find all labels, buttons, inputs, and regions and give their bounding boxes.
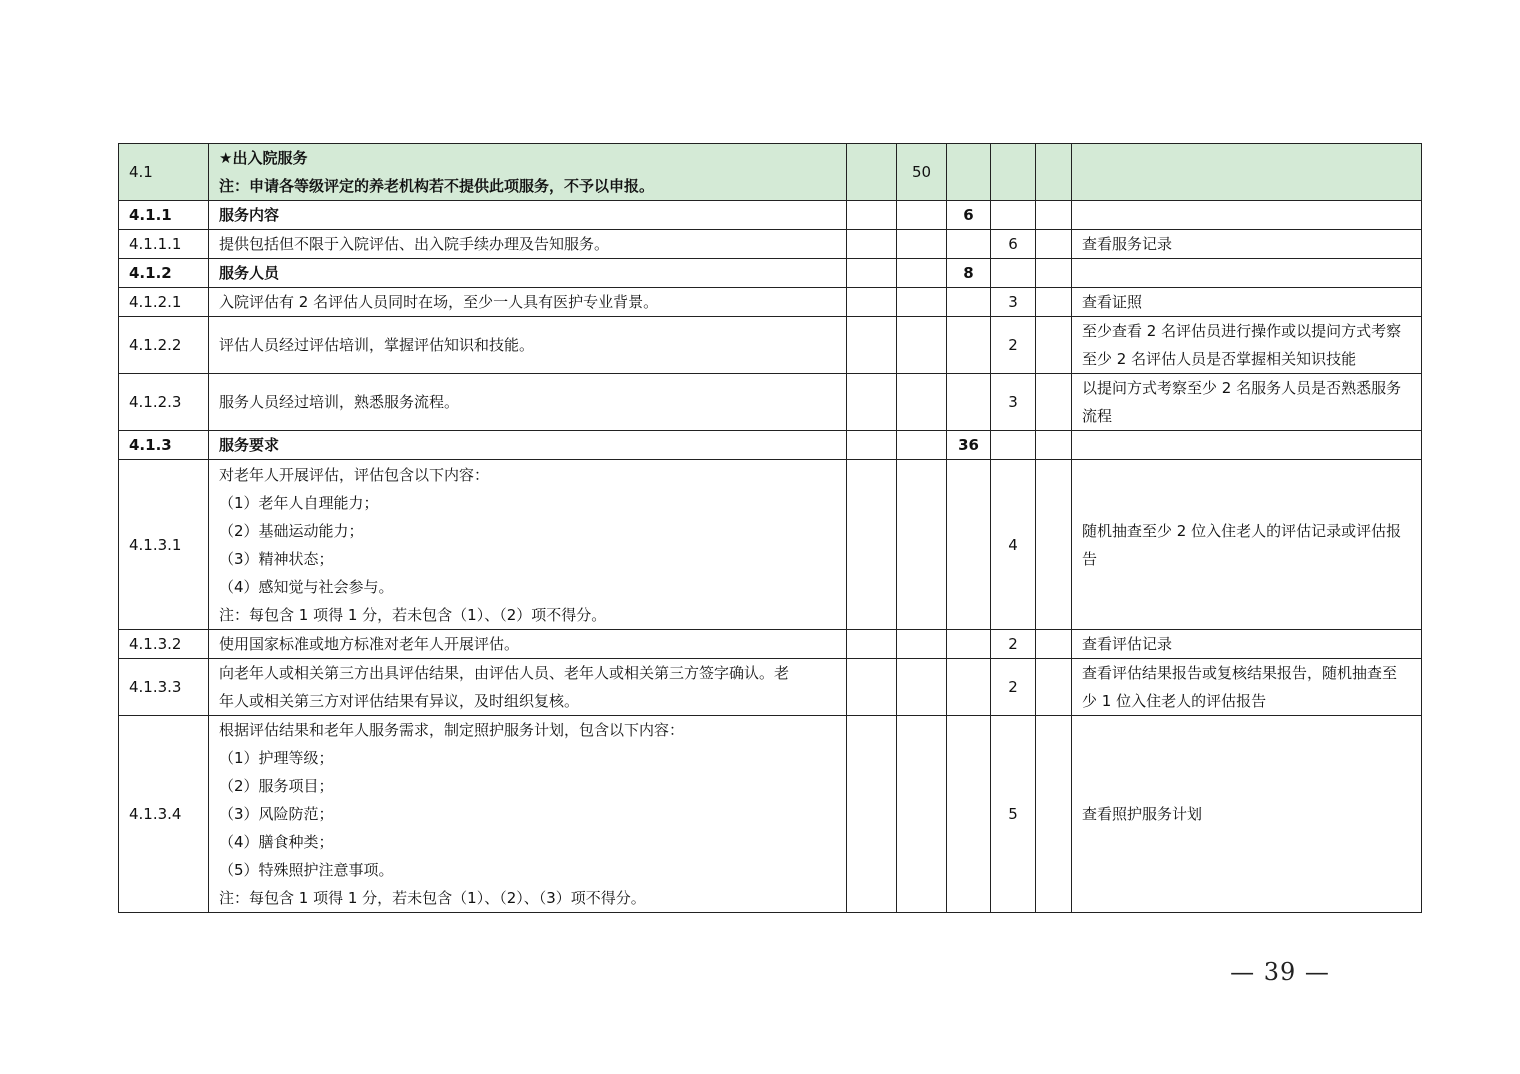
score-item-cell: 4 bbox=[991, 460, 1036, 630]
score-section-cell: 8 bbox=[947, 259, 991, 288]
item-code: 4.1.3.2 bbox=[119, 630, 209, 659]
score-section-cell bbox=[947, 460, 991, 630]
content-line: （2）服务项目； bbox=[219, 777, 334, 795]
item-content bbox=[209, 144, 847, 201]
method-cell: 至少查看 2 名评估员进行操作或以提问方式考察至少 2 名评估人员是否掌握相关知识技能 bbox=[1072, 317, 1422, 374]
content-line: （1）护理等级； bbox=[219, 749, 334, 767]
empty-cell bbox=[847, 659, 897, 716]
content-line: 服务人员 bbox=[219, 264, 280, 282]
method-cell: 查看评估记录 bbox=[1072, 630, 1422, 659]
item-content bbox=[209, 288, 847, 317]
table-row bbox=[119, 374, 1422, 431]
item-content bbox=[209, 201, 847, 230]
item-code: 4.1.1 bbox=[119, 201, 209, 230]
table-row bbox=[119, 317, 1422, 374]
empty-cell bbox=[1036, 317, 1072, 374]
item-code: 4.1.3.4 bbox=[119, 716, 209, 913]
content-line: 评估人员经过评估培训，掌握评估知识和技能。 bbox=[219, 336, 535, 354]
content-line: （3）精神状态； bbox=[219, 549, 334, 568]
score-section-cell bbox=[947, 630, 991, 659]
score-section-cell bbox=[947, 144, 991, 201]
score-item-cell: 2 bbox=[991, 630, 1036, 659]
score-section-cell bbox=[947, 659, 991, 716]
score-total-cell bbox=[897, 431, 947, 460]
score-total-cell bbox=[897, 460, 947, 630]
empty-cell bbox=[847, 259, 897, 288]
item-content bbox=[209, 374, 847, 431]
item-content bbox=[209, 259, 847, 288]
empty-cell bbox=[847, 288, 897, 317]
score-item-cell: 3 bbox=[991, 374, 1036, 431]
table-row bbox=[119, 431, 1422, 460]
evaluation-table bbox=[118, 143, 1422, 913]
method-cell: 查看证照 bbox=[1072, 288, 1422, 317]
table-row bbox=[119, 259, 1422, 288]
empty-cell bbox=[847, 230, 897, 259]
content-line: 服务内容 bbox=[219, 206, 280, 224]
empty-cell bbox=[847, 716, 897, 913]
score-total-cell bbox=[897, 201, 947, 230]
item-content bbox=[209, 460, 847, 630]
method-cell: 以提问方式考察至少 2 名服务人员是否熟悉服务流程 bbox=[1072, 374, 1422, 431]
score-item-cell bbox=[991, 201, 1036, 230]
score-item-cell: 6 bbox=[991, 230, 1036, 259]
score-section-cell: 6 bbox=[947, 201, 991, 230]
content-line: 对老年人开展评估，评估包含以下内容： bbox=[219, 465, 490, 484]
table-row bbox=[119, 630, 1422, 659]
item-content bbox=[209, 230, 847, 259]
score-total-cell bbox=[897, 630, 947, 659]
empty-cell bbox=[847, 374, 897, 431]
empty-cell bbox=[1036, 259, 1072, 288]
content-line: 服务人员经过培训，熟悉服务流程。 bbox=[219, 393, 460, 411]
content-line: （2）基础运动能力； bbox=[219, 521, 364, 540]
score-item-cell: 3 bbox=[991, 288, 1036, 317]
score-total-cell bbox=[897, 317, 947, 374]
score-total-cell bbox=[897, 716, 947, 913]
score-section-cell: 36 bbox=[947, 431, 991, 460]
table-row bbox=[119, 716, 1422, 913]
score-total-cell: 50 bbox=[897, 144, 947, 201]
empty-cell bbox=[1036, 201, 1072, 230]
empty-cell bbox=[1036, 431, 1072, 460]
table-row bbox=[119, 201, 1422, 230]
table-row bbox=[119, 288, 1422, 317]
content-line: （5）特殊照护注意事项。 bbox=[219, 861, 394, 879]
item-content bbox=[209, 317, 847, 374]
method-cell: 查看评估结果报告或复核结果报告，随机抽查至少 1 位入住老人的评估报告 bbox=[1072, 659, 1422, 716]
score-section-cell bbox=[947, 230, 991, 259]
table-row bbox=[119, 460, 1422, 630]
empty-cell bbox=[1036, 659, 1072, 716]
item-content bbox=[209, 659, 847, 716]
score-item-cell: 2 bbox=[991, 659, 1036, 716]
content-line: （1）老年人自理能力； bbox=[219, 493, 379, 512]
score-item-cell bbox=[991, 431, 1036, 460]
item-code: 4.1.3.1 bbox=[119, 460, 209, 630]
empty-cell bbox=[847, 431, 897, 460]
table-body bbox=[119, 144, 1422, 913]
score-item-cell bbox=[991, 144, 1036, 201]
score-section-cell bbox=[947, 317, 991, 374]
method-cell bbox=[1072, 431, 1422, 460]
method-cell: 查看照护服务计划 bbox=[1072, 716, 1422, 913]
method-cell: 查看服务记录 bbox=[1072, 230, 1422, 259]
score-total-cell bbox=[897, 259, 947, 288]
item-code: 4.1.3 bbox=[119, 431, 209, 460]
empty-cell bbox=[1036, 630, 1072, 659]
content-line: ★出入院服务 bbox=[219, 149, 308, 167]
empty-cell bbox=[847, 144, 897, 201]
table-row bbox=[119, 230, 1422, 259]
page-number: — 39 — bbox=[1230, 958, 1330, 986]
empty-cell bbox=[847, 317, 897, 374]
empty-cell bbox=[1036, 716, 1072, 913]
item-content bbox=[209, 630, 847, 659]
content-line: 根据评估结果和老年人服务需求，制定照护服务计划，包含以下内容： bbox=[219, 721, 685, 739]
empty-cell bbox=[1036, 230, 1072, 259]
content-line: 服务要求 bbox=[219, 436, 280, 454]
item-code: 4.1.1.1 bbox=[119, 230, 209, 259]
score-item-cell bbox=[991, 259, 1036, 288]
score-section-cell bbox=[947, 374, 991, 431]
content-line: （4）膳食种类； bbox=[219, 833, 334, 851]
content-line: 入院评估有 2 名评估人员同时在场，至少一人具有医护专业背景。 bbox=[219, 293, 659, 311]
item-content bbox=[209, 716, 847, 913]
method-cell: 随机抽查至少 2 位入住老人的评估记录或评估报告 bbox=[1072, 460, 1422, 630]
content-line: 向老年人或相关第三方出具评估结果，由评估人员、老年人或相关第三方签字确认。老 bbox=[219, 664, 790, 682]
empty-cell bbox=[1036, 374, 1072, 431]
content-line: 提供包括但不限于入院评估、出入院手续办理及告知服务。 bbox=[219, 235, 610, 253]
empty-cell bbox=[847, 630, 897, 659]
score-item-cell: 5 bbox=[991, 716, 1036, 913]
content-line: （4）感知觉与社会参与。 bbox=[219, 577, 394, 596]
item-code: 4.1.2.1 bbox=[119, 288, 209, 317]
empty-cell bbox=[1036, 460, 1072, 630]
item-code: 4.1.2 bbox=[119, 259, 209, 288]
score-total-cell bbox=[897, 374, 947, 431]
method-cell bbox=[1072, 201, 1422, 230]
method-cell bbox=[1072, 144, 1422, 201]
table-row bbox=[119, 144, 1422, 201]
score-total-cell bbox=[897, 230, 947, 259]
content-line: 注：每包含 1 项得 1 分，若未包含（1）、（2）、（3）项不得分。 bbox=[219, 889, 646, 907]
score-item-cell: 2 bbox=[991, 317, 1036, 374]
content-line: 注：每包含 1 项得 1 分，若未包含（1）、（2）项不得分。 bbox=[219, 605, 607, 624]
empty-cell bbox=[847, 201, 897, 230]
content-line: （3）风险防范； bbox=[219, 805, 334, 823]
content-line: 年人或相关第三方对评估结果有异议，及时组织复核。 bbox=[219, 692, 580, 710]
item-code: 4.1 bbox=[119, 144, 209, 201]
item-code: 4.1.2.3 bbox=[119, 374, 209, 431]
content-line: 使用国家标准或地方标准对老年人开展评估。 bbox=[219, 635, 520, 653]
item-content bbox=[209, 431, 847, 460]
empty-cell bbox=[1036, 288, 1072, 317]
method-cell bbox=[1072, 259, 1422, 288]
content-line: 注：申请各等级评定的养老机构若不提供此项服务，不予以申报。 bbox=[219, 177, 655, 195]
empty-cell bbox=[847, 460, 897, 630]
item-code: 4.1.3.3 bbox=[119, 659, 209, 716]
score-total-cell bbox=[897, 659, 947, 716]
table-row bbox=[119, 659, 1422, 716]
score-section-cell bbox=[947, 716, 991, 913]
score-total-cell bbox=[897, 288, 947, 317]
score-section-cell bbox=[947, 288, 991, 317]
item-code: 4.1.2.2 bbox=[119, 317, 209, 374]
empty-cell bbox=[1036, 144, 1072, 201]
